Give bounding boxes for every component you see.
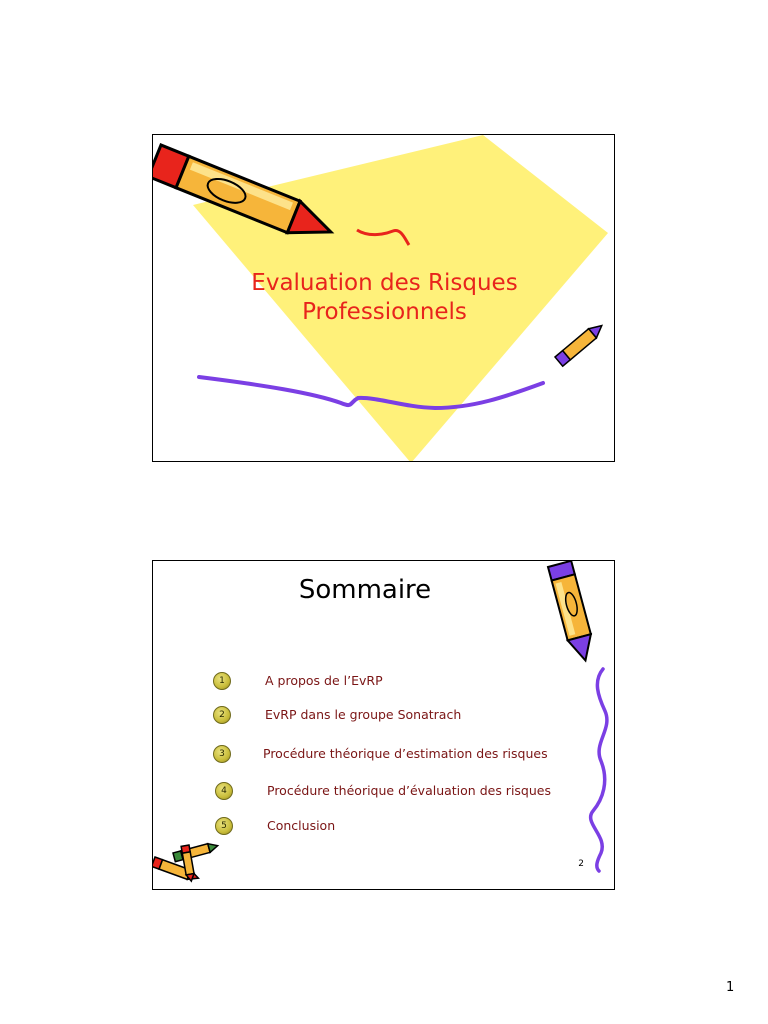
toc-item-5 xyxy=(215,817,565,837)
toc-number-badge: 4 xyxy=(215,782,233,800)
small-pencil-icon xyxy=(555,321,606,366)
slide-title xyxy=(152,134,615,462)
toc-label: Procédure théorique d’estimation des risques xyxy=(263,746,548,761)
slide-title-heading xyxy=(153,269,615,327)
toc-number-badge: 5 xyxy=(215,817,233,835)
slide-number: 2 xyxy=(578,859,584,869)
purple-vertical-squiggle xyxy=(591,669,607,871)
toc-item-4 xyxy=(215,782,565,802)
pencils-cluster-icon xyxy=(153,841,219,882)
toc-label: A propos de l’EvRP xyxy=(265,673,383,688)
toc-number-badge: 2 xyxy=(213,706,231,724)
toc-label: Conclusion xyxy=(267,818,336,833)
slide-summary xyxy=(152,560,615,890)
toc-number-badge: 3 xyxy=(213,745,231,763)
title-line-2: Professionnels xyxy=(302,299,467,325)
title-line-1: Evaluation des Risques xyxy=(251,270,518,296)
toc-number-badge: 1 xyxy=(213,672,231,690)
toc-label: Procédure théorique d’évaluation des risques xyxy=(267,783,551,798)
toc-item-3 xyxy=(213,745,563,765)
toc-label: EvRP dans le groupe Sonatrach xyxy=(265,707,462,722)
toc-item-1 xyxy=(213,672,563,692)
page-number: 1 xyxy=(726,980,735,995)
summary-title: Sommaire xyxy=(298,575,432,605)
toc-item-2 xyxy=(213,706,563,726)
